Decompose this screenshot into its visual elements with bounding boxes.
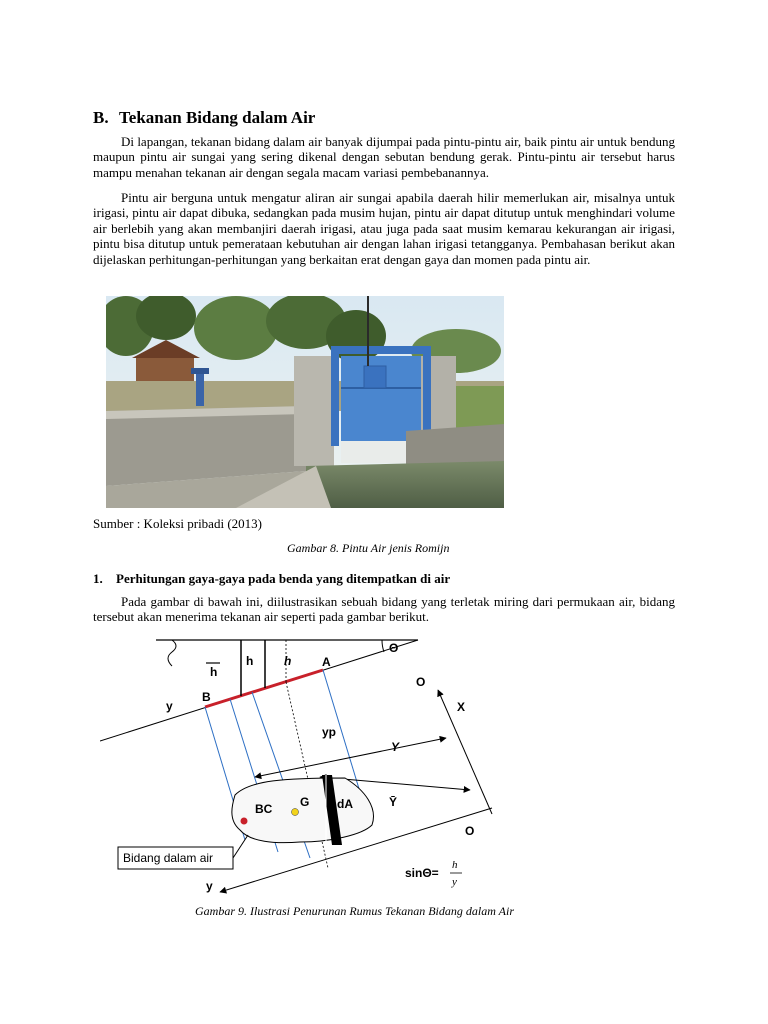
subsection-title: Perhitungan gaya-gaya pada benda yang ditempatkan di air xyxy=(116,571,451,586)
section-number: B. xyxy=(93,108,109,127)
subsection-heading xyxy=(93,571,450,587)
label-theta: Θ xyxy=(389,641,399,655)
paragraph-2 xyxy=(93,190,675,267)
subsection-number: 1. xyxy=(93,571,103,586)
bc-point xyxy=(241,818,248,825)
section-title: Tekanan Bidang dalam Air xyxy=(119,108,316,127)
label-y-bar: Ȳ xyxy=(389,795,398,809)
water-gate-photo xyxy=(106,296,504,508)
figure9-caption: Gambar 9. Ilustrasi Penurunan Rumus Tekanan Bidang dalam Air xyxy=(195,904,515,918)
figure8-caption: Gambar 8. Pintu Air jenis Romijn xyxy=(287,541,450,555)
label-y-bottom: y xyxy=(206,879,213,893)
paragraph-2-text: Pintu air berguna untuk mengatur aliran air sungai apabila daerah hilir memerlukan air, misalnya untuk irigasi, pintu air dapat dibuka, sedangkan pada musim hujan, pintu air dapat ditutup untuk menghindari volume air berlebih yang akan membanjiri daerah irigasi, atau juga pada saat musim kemarau kekurangan air irigasi, pintu bisa ditutup untuk pemerataan kebutuhan air dengan lahan irigasi tetangganya. Pembahasan berikut akan dijelaskan perhitungan-perhitungan yang berkaitan erat dengan gaya dan momen pada pintu air. xyxy=(93,190,675,267)
label-frac-num: h xyxy=(452,859,458,871)
line-a-b xyxy=(205,670,323,707)
pressure-diagram xyxy=(100,630,660,902)
figure8-source: Sumber : Koleksi pribadi (2013) xyxy=(93,516,262,531)
label-y-left: y xyxy=(166,699,173,713)
paragraph-1-text: Di lapangan, tekanan bidang dalam air banyak dijumpai pada pintu-pintu air, baik pintu air untuk bendung maupun pintu air sungai yang sering dikenal dengan sebutan bendung gerak. Pintu-pintu air tersebut harus mampu menahan tekanan air dengan segala macam variasi pembebanannya. xyxy=(93,134,675,180)
label-da: dA xyxy=(337,797,353,811)
label-o-top: O xyxy=(416,675,426,689)
label-h-bar: h xyxy=(210,665,218,679)
label-sin: sinΘ= xyxy=(405,866,439,880)
label-h-italic: h xyxy=(284,654,292,668)
label-yp: yp xyxy=(322,725,337,739)
label-bidang: Bidang dalam air xyxy=(123,851,214,865)
label-b: B xyxy=(202,690,211,704)
label-o-bottom: O xyxy=(465,824,475,838)
label-a: A xyxy=(322,655,331,669)
label-x: X xyxy=(457,700,466,714)
label-bc: BC xyxy=(255,802,273,816)
label-frac-den: y xyxy=(452,876,457,888)
paragraph-1 xyxy=(93,134,675,180)
g-point xyxy=(292,809,299,816)
theta-arc xyxy=(382,640,384,652)
paragraph-3-text: Pada gambar di bawah ini, diilustrasikan sebuah bidang yang terletak miring dari permukaan air, bidang tersebut akan menerima tekanan air seperti pada gambar berikut. xyxy=(93,594,675,625)
section-heading xyxy=(93,108,315,128)
surface-break xyxy=(168,640,176,666)
label-h-upper: h xyxy=(246,654,254,668)
label-g: G xyxy=(300,795,310,809)
label-y-arrow: Y xyxy=(391,740,400,754)
yp-arrow xyxy=(255,738,446,777)
paragraph-3 xyxy=(93,594,675,625)
